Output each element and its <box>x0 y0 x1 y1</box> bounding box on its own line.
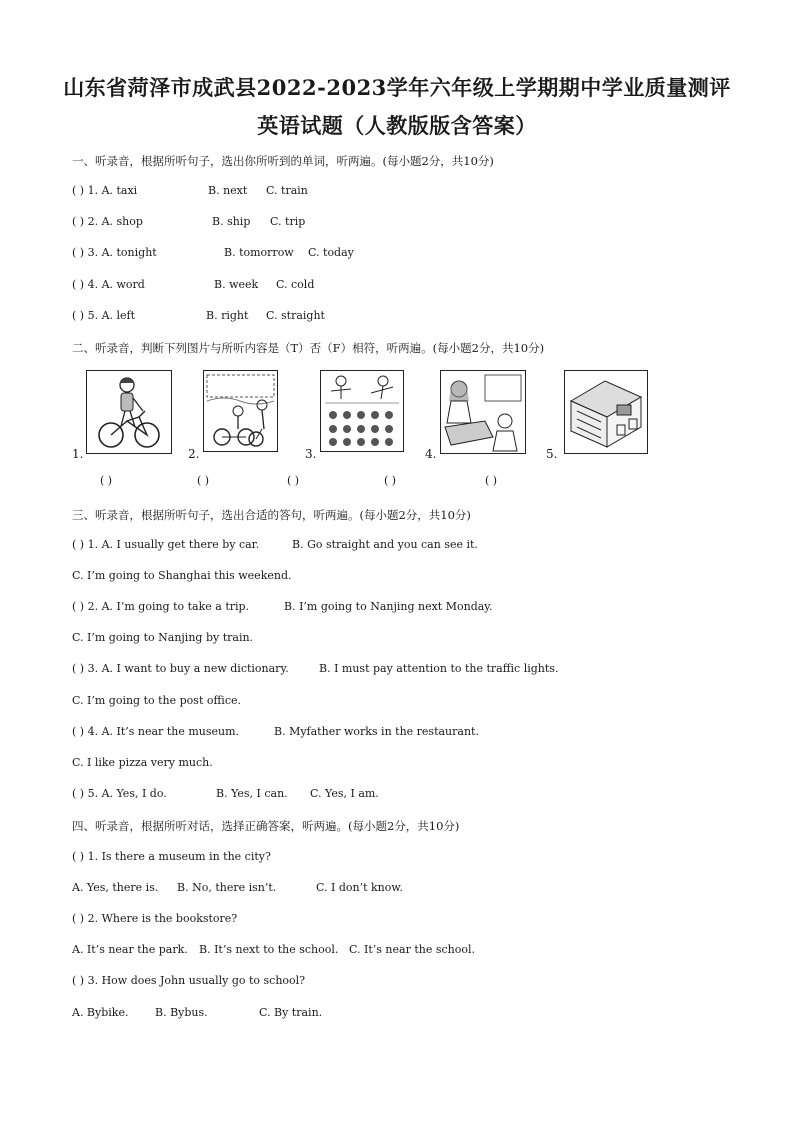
question-stem: ( ) 5. A. left <box>72 309 136 322</box>
answer-blank-4[interactable]: ( ) <box>384 474 397 487</box>
option-b: B. No, there isn’t. <box>177 881 277 894</box>
question-stem: ( ) 3. A. tonight <box>72 246 157 259</box>
section-1-question-1 <box>72 184 308 197</box>
picture-number-3: 3. <box>305 447 317 461</box>
option-b: B. tomorrow <box>224 246 294 259</box>
picture-people-and-flowers <box>320 370 404 452</box>
section-3-question-3 <box>72 662 559 675</box>
picture-girl-riding-bike <box>86 370 172 454</box>
question-option-a: ( ) 3. A. I want to buy a new dictionary. <box>72 662 289 675</box>
option-b: B. ship <box>212 215 251 228</box>
section-1-question-2 <box>72 215 306 228</box>
section-4-question-1-stem: ( ) 1. Is there a museum in the city? <box>72 850 271 863</box>
option-c: C. I don’t know. <box>316 881 404 894</box>
option-c: C. By train. <box>259 1006 323 1019</box>
picture-kids-with-bikes <box>203 370 278 452</box>
page-title-line-1: 山东省菏泽市成武县2022-2023学年六年级上学期期中学业质量测评 <box>63 75 731 100</box>
picture-number-2: 2. <box>188 447 200 461</box>
section-4-question-2-options <box>72 943 475 956</box>
option-a: A. Bybike. <box>72 1006 129 1019</box>
question-option-a: ( ) 5. A. Yes, I do. <box>72 787 167 800</box>
page-title-line-2: 英语试题（人教版版含答案） <box>257 113 537 138</box>
option-c: C. straight <box>266 309 325 322</box>
section-4-heading: 四、听录音，根据所听对话，选择正确答案，听两遍。(每小题2分，共10分) <box>72 819 460 833</box>
section-1-question-5 <box>72 309 325 322</box>
section-3-question-2 <box>72 600 493 613</box>
option-c: C. today <box>308 246 354 259</box>
picture-number-4: 4. <box>425 447 437 461</box>
section-4-question-1-options <box>72 881 404 894</box>
option-c: C. cold <box>276 278 315 291</box>
section-1-question-3 <box>72 246 354 259</box>
option-b: B. I’m going to Nanjing next Monday. <box>284 600 493 613</box>
option-b: B. week <box>214 278 259 291</box>
question-option-a: ( ) 2. A. I’m going to take a trip. <box>72 600 250 613</box>
option-b: B. It’s next to the school. <box>199 943 339 956</box>
answer-blank-3[interactable]: ( ) <box>287 474 300 487</box>
section-3-heading: 三、听录音，根据所听句子，选出合适的答句，听两遍。(每小题2分，共10分) <box>72 508 471 522</box>
option-b: B. Myfather works in the restaurant. <box>274 725 479 738</box>
section-1-heading: 一、听录音，根据所听句子，选出你所听到的单词，听两遍。(每小题2分，共10分) <box>72 154 494 168</box>
option-b: B. Go straight and you can see it. <box>292 538 478 551</box>
answer-blank-2[interactable]: ( ) <box>197 474 210 487</box>
option-b: B. Bybus. <box>155 1006 208 1019</box>
question-stem: ( ) 2. A. shop <box>72 215 143 228</box>
option-a: A. It’s near the park. <box>72 943 188 956</box>
question-option-a: ( ) 1. A. I usually get there by car. <box>72 538 260 551</box>
section-3-question-5 <box>72 787 379 800</box>
option-c: C. trip <box>270 215 306 228</box>
section-3-question-3-option-c: C. I’m going to the post office. <box>72 694 241 707</box>
option-c: C. It’s near the school. <box>349 943 475 956</box>
option-b: B. right <box>206 309 249 322</box>
section-4-question-2-stem: ( ) 2. Where is the bookstore? <box>72 912 238 925</box>
picture-building <box>564 370 648 454</box>
section-3-question-2-option-c: C. I’m going to Nanjing by train. <box>72 631 254 644</box>
section-4-question-3-stem: ( ) 3. How does John usually go to school? <box>72 974 306 987</box>
section-3-question-4-option-c: C. I like pizza very much. <box>72 756 213 769</box>
option-b: B. next <box>208 184 248 197</box>
option-b: B. I must pay attention to the traffic lights. <box>319 662 559 675</box>
section-3-question-4 <box>72 725 479 738</box>
section-3-question-1 <box>72 538 478 551</box>
section-4-question-3-options <box>72 1006 323 1019</box>
section-2-heading: 二、听录音，判断下列图片与所听内容是（T）否（F）相符，听两遍。(每小题2分，共10分) <box>72 341 545 355</box>
picture-number-1: 1. <box>72 447 84 461</box>
picture-girl-and-boy <box>440 370 526 454</box>
option-c: C. Yes, I am. <box>310 787 379 800</box>
option-b: B. Yes, I can. <box>216 787 288 800</box>
option-c: C. train <box>266 184 308 197</box>
question-option-a: ( ) 4. A. It’s near the museum. <box>72 725 240 738</box>
option-a: A. Yes, there is. <box>72 881 159 894</box>
question-stem: ( ) 1. A. taxi <box>72 184 138 197</box>
answer-blank-1[interactable]: ( ) <box>100 474 113 487</box>
section-3-question-1-option-c: C. I’m going to Shanghai this weekend. <box>72 569 292 582</box>
picture-number-5: 5. <box>546 447 558 461</box>
question-stem: ( ) 4. A. word <box>72 278 145 291</box>
section-1-question-4 <box>72 278 315 291</box>
answer-blank-5[interactable]: ( ) <box>485 474 498 487</box>
